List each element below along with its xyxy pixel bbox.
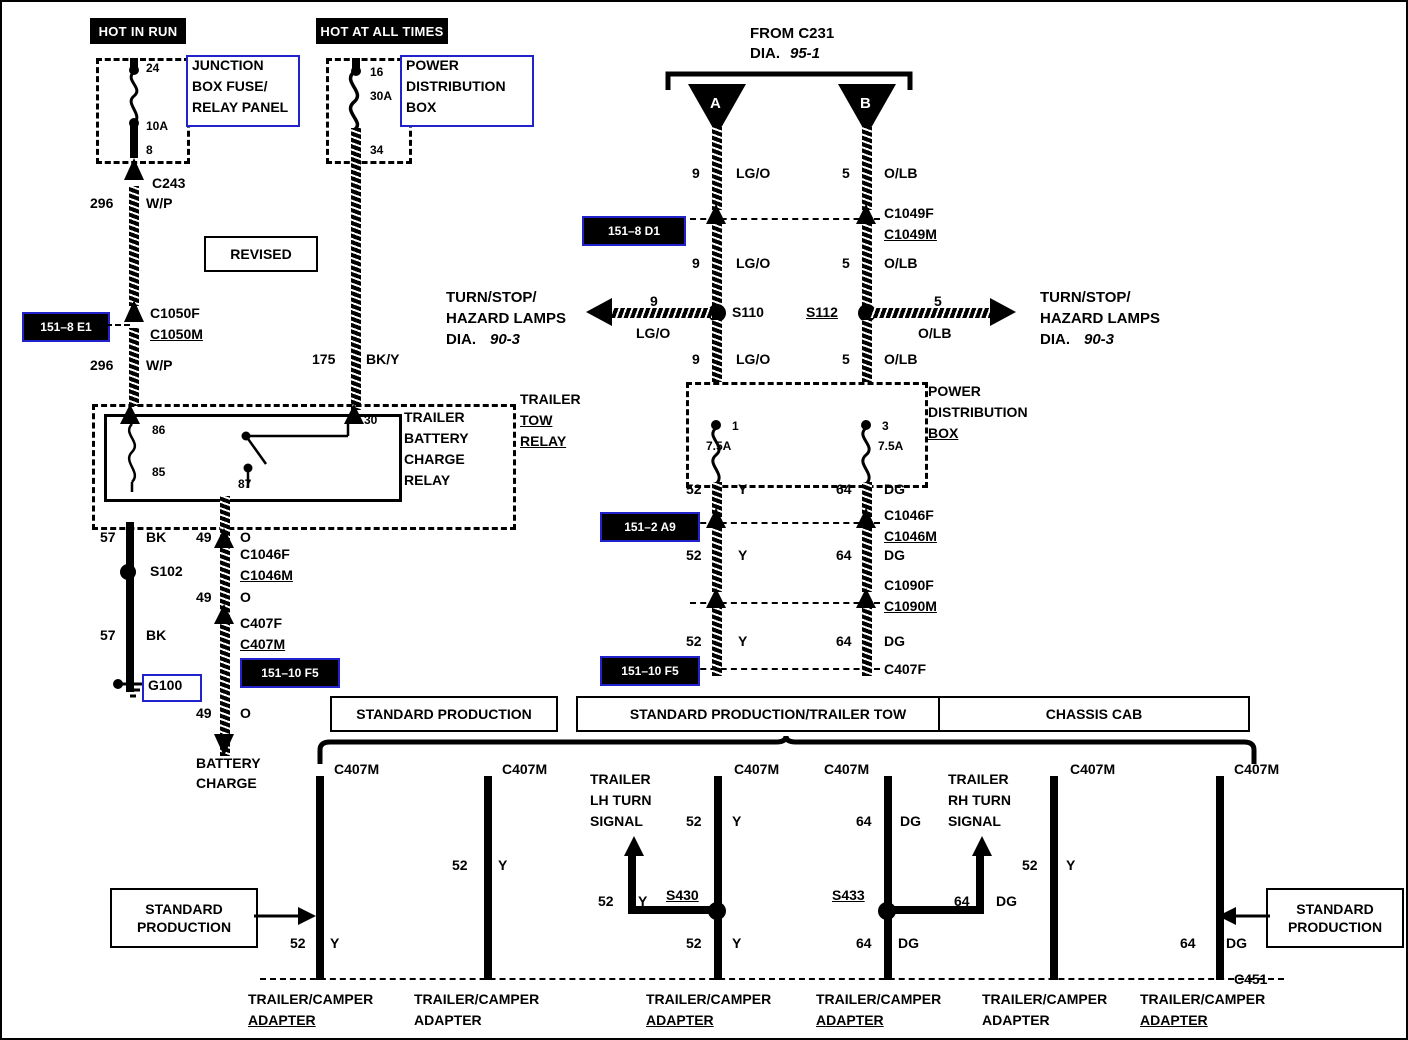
circuit-57b-num: 57 (100, 627, 116, 643)
bottom-2-num: 52 (452, 857, 468, 873)
wire-9-seg1 (712, 126, 722, 210)
relay-pin-87: 87 (238, 477, 252, 491)
pdb-left-pin: 1 (732, 419, 739, 433)
connector-b-label: B (860, 95, 871, 112)
junction-box-label-line2: BOX FUSE/ (192, 78, 268, 94)
relay-label-line1: TRAILER (404, 409, 465, 425)
wire-296-lower (129, 328, 139, 406)
relay-internals (120, 420, 370, 492)
c407f-right-label: C407F (884, 661, 927, 677)
relay-label-line3: CHARGE (404, 451, 465, 467)
c407m-2: C407M (502, 761, 548, 777)
trailer-tow-relay-line2: TOW (520, 412, 553, 428)
bottom-dashed-rail (260, 978, 1284, 980)
pdb-left-rating: 7.5A (706, 439, 732, 453)
bottom-drop-3 (714, 776, 722, 980)
pdb-right-fuse (850, 428, 882, 484)
circuit-9b-color: LG/O (736, 255, 771, 271)
pdb-mid-line2: DISTRIBUTION (928, 404, 1028, 420)
adapter-6-line1: TRAILER/CAMPER (1140, 991, 1266, 1007)
adapter-5-line2: ADAPTER (982, 1012, 1050, 1028)
wire-9-branch-left (608, 308, 712, 318)
adapter-1-line1: TRAILER/CAMPER (248, 991, 374, 1007)
circuit-9a-color: LG/O (736, 165, 771, 181)
grid-tag-151-10-f5-left: 151–10 F5 (240, 658, 340, 688)
circuit-57a-num: 57 (100, 529, 116, 545)
c1090-arrow (704, 588, 730, 610)
circuit-64b-num: 64 (836, 547, 852, 563)
circuit-296a-num: 296 (90, 195, 114, 211)
lh-out-num: 52 (686, 935, 702, 951)
jb-wire-bottom (130, 124, 138, 158)
relay-pin-30: 30 (364, 413, 378, 427)
grid-tag-151-10-f5-right: 151–10 F5 (600, 656, 700, 686)
c407m-5: C407M (1070, 761, 1116, 777)
from-c231-dia-label: DIA. (750, 45, 780, 62)
turnstop-left-arrow (586, 298, 620, 326)
pdb-right-pin: 3 (882, 419, 889, 433)
pdb-pin-top: 16 (370, 65, 384, 79)
trailer-rh-line2: RH TURN (948, 792, 1011, 808)
circuit-52b-num: 52 (686, 547, 702, 563)
circuit-64c-color: DG (884, 633, 905, 649)
turnstop-right-dia-label: DIA. (1040, 331, 1070, 348)
pdb-fuse-rating: 30A (370, 89, 393, 103)
c1046m-left-label: C1046M (240, 567, 293, 583)
sp-left-line1: STANDARD (145, 900, 223, 917)
grid-tag-151-2-a9: 151–2 A9 (600, 512, 700, 542)
trailer-rh-line1: TRAILER (948, 771, 1009, 787)
sp-right-arrow (1218, 902, 1270, 930)
lh-in-num: 52 (598, 893, 614, 909)
pdb-pin-bottom: 34 (370, 143, 384, 157)
pdb-left-fuse (700, 428, 732, 484)
circuit-5b-num: 5 (842, 255, 850, 271)
wire-9-seg3 (712, 320, 722, 382)
circuit-9b-num: 9 (692, 255, 700, 271)
circuit-49a-num: 49 (196, 529, 212, 545)
circuit-9d-num: 9 (692, 351, 700, 367)
wire-5-seg3 (862, 320, 872, 382)
bottom-bracket (316, 736, 1258, 766)
bottom-2-color: Y (498, 857, 508, 873)
c1046f-left-label: C1046F (240, 546, 290, 562)
c1090-split-dash (690, 602, 880, 604)
adapter-5-line1: TRAILER/CAMPER (982, 991, 1108, 1007)
turnstop-left-line2: HAZARD LAMPS (446, 310, 566, 327)
c407-left-arrow (212, 604, 238, 626)
trailer-tow-relay-line1: TRAILER (520, 391, 581, 407)
circuit-49b-num: 49 (196, 589, 212, 605)
rh-out-num: 64 (856, 935, 872, 951)
battery-charge-arrow (210, 730, 240, 756)
circuit-296a-color: W/P (146, 195, 173, 211)
c1090m-label: C1090M (884, 598, 937, 614)
turnstop-right-line1: TURN/STOP/ (1040, 289, 1131, 306)
c1090f-label: C1090F (884, 577, 934, 593)
trailer-lh-line2: LH TURN (590, 792, 652, 808)
circuit-64a-color: DG (884, 481, 905, 497)
wire-64-seg2 (862, 528, 872, 592)
battery-charge-line1: BATTERY (196, 755, 261, 771)
sp-left-arrow (254, 902, 320, 930)
s430-label: S430 (666, 887, 699, 903)
circuit-52c-color: Y (738, 633, 748, 649)
c1050m-label: C1050M (150, 326, 203, 342)
adapter-4-line1: TRAILER/CAMPER (816, 991, 942, 1007)
adapter-2-line1: TRAILER/CAMPER (414, 991, 540, 1007)
c1049m-arrow (854, 204, 880, 226)
wire-5-branch-right (870, 308, 994, 318)
c243-label: C243 (152, 175, 186, 191)
grid-tag-1-leader (106, 324, 130, 326)
from-c231-title: FROM C231 (750, 25, 835, 42)
relay-pin-85: 85 (152, 465, 166, 479)
trailer-rh-line3: SIGNAL (948, 813, 1001, 829)
bottom-6-num: 64 (1180, 935, 1196, 951)
sp-right-line1: STANDARD (1296, 900, 1374, 917)
bottom-5-num: 52 (1022, 857, 1038, 873)
turnstop-left-dia-value: 90-3 (490, 331, 521, 348)
c1049-arrow (704, 204, 730, 226)
c1049-split-dash (690, 218, 880, 220)
s102-label: S102 (150, 563, 183, 579)
c1046m-right-label: C1046M (884, 528, 937, 544)
bottom-drop-2 (484, 776, 492, 980)
lh-in-color: Y (638, 893, 648, 909)
battery-charge-line2: CHARGE (196, 775, 257, 791)
circuit-52a-num: 52 (686, 481, 702, 497)
s433-label: S433 (832, 887, 865, 903)
relay-pin-86: 86 (152, 423, 166, 437)
standard-production-header: STANDARD PRODUCTION (330, 696, 558, 732)
trailer-lh-line1: TRAILER (590, 771, 651, 787)
jb-pin-bottom: 8 (146, 143, 153, 157)
sp-right-line2: PRODUCTION (1287, 919, 1383, 935)
circuit-175-color: BK/Y (366, 351, 400, 367)
wire-9-seg2 (712, 224, 722, 306)
circuit-9c-color: LG/O (636, 325, 671, 341)
wire-57-bk (126, 522, 134, 692)
circuit-49b-color: O (240, 589, 251, 605)
turnstop-left-line1: TURN/STOP/ (446, 289, 537, 306)
junction-box-label-line1: JUNCTION (192, 57, 264, 73)
c1046-right-arrow (704, 508, 730, 530)
rh-in-color: DG (996, 893, 1017, 909)
adapter-3-line2: ADAPTER (646, 1012, 714, 1028)
trailer-tow-relay-line3: RELAY (520, 433, 567, 449)
c407m-3: C407M (734, 761, 780, 777)
connector-a-label: A (710, 95, 721, 112)
hot-in-run-badge: HOT IN RUN (90, 18, 186, 44)
rh-in-num: 64 (954, 893, 970, 909)
wire-52-seg3 (712, 608, 722, 676)
standard-production-left-box (110, 888, 258, 948)
adapter-6-line2: ADAPTER (1140, 1012, 1208, 1028)
bottom-5-color: Y (1066, 857, 1076, 873)
pdb-mid-line1: POWER (928, 383, 981, 399)
turnstop-right-arrow (988, 298, 1022, 326)
circuit-64a-num: 64 (836, 481, 852, 497)
wire-64-seg3 (862, 608, 872, 676)
turnstop-left-dia-label: DIA. (446, 331, 476, 348)
rh-top-color: DG (900, 813, 921, 829)
c1049f-label: C1049F (884, 205, 934, 221)
pdb-right-rating: 7.5A (878, 439, 904, 453)
circuit-52c-num: 52 (686, 633, 702, 649)
c407m-4: C407M (824, 761, 870, 777)
jb-pin-top: 24 (146, 61, 160, 75)
circuit-9a-num: 9 (692, 165, 700, 181)
circuit-5a-color: O/LB (884, 165, 918, 181)
circuit-5b-color: O/LB (884, 255, 918, 271)
grid-tag-151-8-d1: 151–8 D1 (582, 216, 686, 246)
pdb-top-label-line1: POWER (406, 57, 459, 73)
bottom-1-num: 52 (290, 935, 306, 951)
circuit-57a-color: BK (146, 529, 167, 545)
c1046-split-dash (690, 522, 880, 524)
c1050f-label: C1050F (150, 305, 200, 321)
from-c231-dia-value: 95-1 (790, 45, 821, 62)
pdb-mid-line3: BOX (928, 425, 959, 441)
circuit-5c-color: O/LB (918, 325, 952, 341)
adapter-3-line1: TRAILER/CAMPER (646, 991, 772, 1007)
bottom-1-color: Y (330, 935, 340, 951)
relay-label-line4: RELAY (404, 472, 451, 488)
wire-296-upper (129, 186, 139, 306)
s112-label: S112 (806, 304, 838, 320)
trailer-lh-line3: SIGNAL (590, 813, 643, 829)
pdb-top-label-line3: BOX (406, 99, 437, 115)
relay-label-line2: BATTERY (404, 430, 469, 446)
c1090m-arrow (854, 588, 880, 610)
circuit-49a-color: O (240, 529, 251, 545)
circuit-49c-num: 49 (196, 705, 212, 721)
circuit-175-num: 175 (312, 351, 336, 367)
s102-node (120, 564, 136, 580)
circuit-52b-color: Y (738, 547, 748, 563)
rh-out-color: DG (898, 935, 919, 951)
turnstop-right-line2: HAZARD LAMPS (1040, 310, 1160, 327)
circuit-5d-num: 5 (842, 351, 850, 367)
rh-top-num: 64 (856, 813, 872, 829)
circuit-5d-color: O/LB (884, 351, 918, 367)
s430-node (708, 902, 726, 920)
circuit-5c-num: 5 (934, 293, 942, 309)
lh-top-color: Y (732, 813, 742, 829)
pdb-top-label-line2: DISTRIBUTION (406, 78, 506, 94)
turnstop-right-dia-value: 90-3 (1084, 331, 1115, 348)
bottom-6-color: DG (1226, 935, 1247, 951)
circuit-296b-num: 296 (90, 357, 114, 373)
circuit-296b-color: W/P (146, 357, 173, 373)
c407m-1: C407M (334, 761, 380, 777)
c243-arrow (120, 158, 150, 188)
revised-box: REVISED (204, 236, 318, 272)
c451-label: C451 (1234, 971, 1268, 987)
c407f-left-label: C407F (240, 615, 283, 631)
bottom-drop-4 (884, 776, 892, 980)
pdb-fuse-squiggle (338, 72, 374, 130)
circuit-9d-color: LG/O (736, 351, 771, 367)
circuit-52a-color: Y (738, 481, 748, 497)
circuit-5a-num: 5 (842, 165, 850, 181)
bottom-drop-6 (1216, 776, 1224, 980)
bottom-drop-5 (1050, 776, 1058, 980)
circuit-57b-color: BK (146, 627, 167, 643)
c1046-left-arrow (212, 528, 238, 550)
jb-fuse-rating: 10A (146, 119, 169, 133)
standard-production-trailer-tow-header: STANDARD PRODUCTION/TRAILER TOW (576, 696, 960, 732)
c407m-6: C407M (1234, 761, 1280, 777)
sp-left-line2: PRODUCTION (136, 919, 232, 935)
junction-box-label-line3: RELAY PANEL (192, 99, 289, 115)
circuit-64c-num: 64 (836, 633, 852, 649)
grid-tag-151-8-e1: 151–8 E1 (22, 312, 110, 342)
lh-top-num: 52 (686, 813, 702, 829)
lh-out-color: Y (732, 935, 742, 951)
adapter-1-line2: ADAPTER (248, 1012, 316, 1028)
jb-fuse-squiggle (118, 72, 152, 124)
circuit-64b-color: DG (884, 547, 905, 563)
chassis-cab-header: CHASSIS CAB (938, 696, 1250, 732)
s110-label: S110 (732, 304, 764, 320)
c1049m-label: C1049M (884, 226, 937, 242)
wire-175 (351, 128, 361, 410)
hot-at-all-times-badge: HOT AT ALL TIMES (316, 18, 448, 44)
c1046m-right-arrow (854, 508, 880, 530)
adapter-4-line2: ADAPTER (816, 1012, 884, 1028)
standard-production-right-box (1266, 888, 1404, 948)
g100-label: G100 (148, 677, 183, 693)
wire-5-seg2 (862, 224, 872, 306)
c407-right-split-dash (690, 668, 880, 670)
circuit-49c-color: O (240, 705, 251, 721)
c407m-left-label: C407M (240, 636, 286, 652)
s433-node (878, 902, 896, 920)
circuit-9c-num: 9 (650, 293, 658, 309)
c1046f-right-label: C1046F (884, 507, 934, 523)
bottom-drop-1 (316, 776, 324, 980)
adapter-2-line2: ADAPTER (414, 1012, 482, 1028)
wire-52-seg2 (712, 528, 722, 592)
wire-5-seg1 (862, 126, 872, 210)
